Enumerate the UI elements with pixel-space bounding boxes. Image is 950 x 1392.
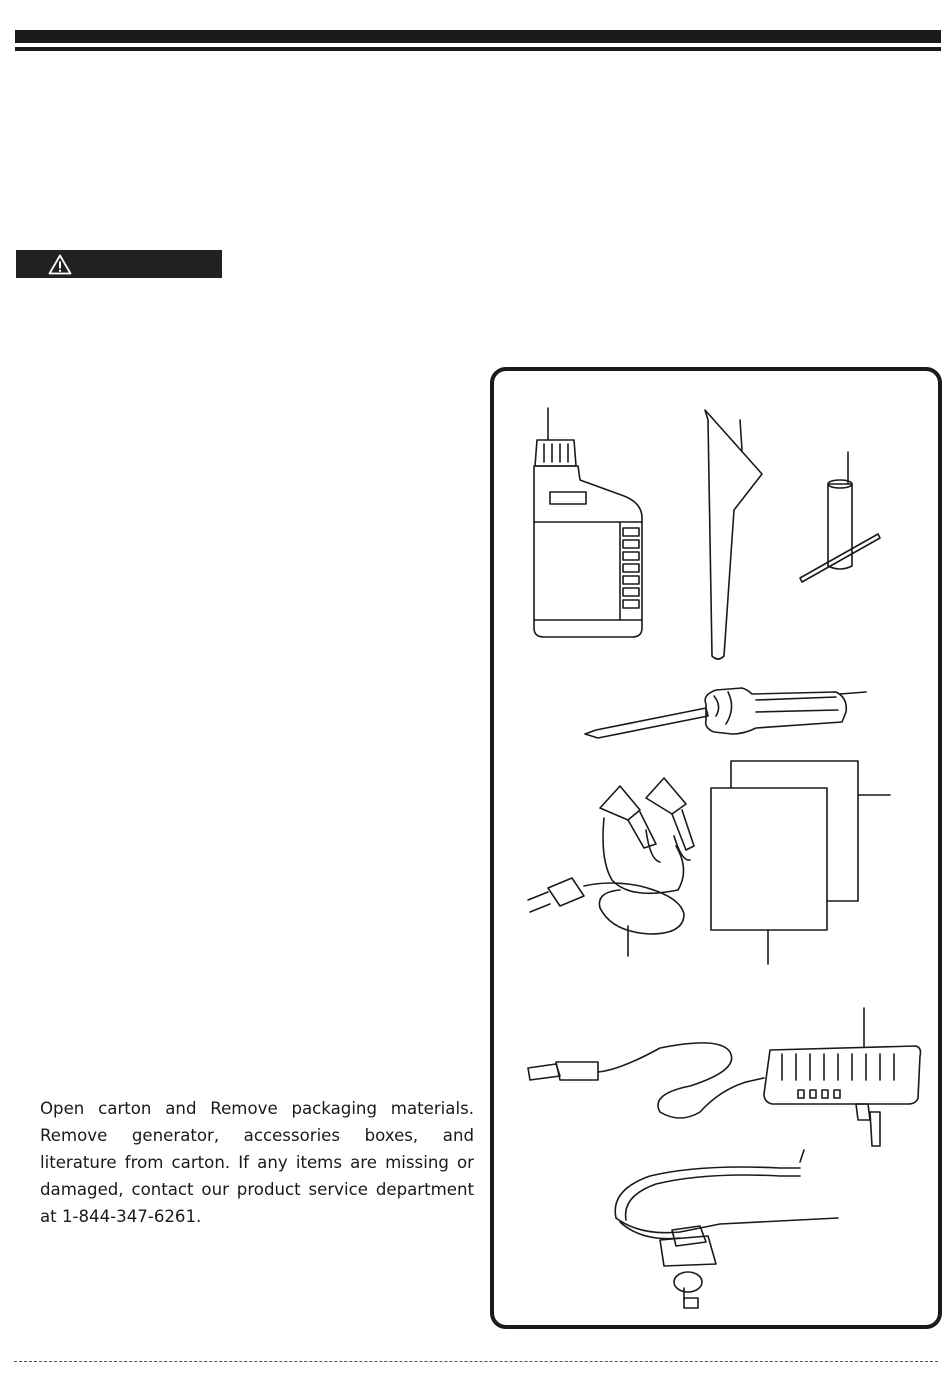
warning-banner xyxy=(16,250,222,278)
warning-triangle-icon xyxy=(48,254,72,275)
parts-panel xyxy=(490,367,942,1329)
footer-dashed-rule xyxy=(14,1361,938,1362)
unpacking-instructions: Open carton and Remove packaging materials. Remove generator, accessories boxes, and literature from carton. If any items are missing or damaged, contact our product service department at 1-844-347-6261. xyxy=(40,1099,474,1226)
header-rule-thin xyxy=(15,47,941,51)
header-rule-thick xyxy=(15,30,941,43)
